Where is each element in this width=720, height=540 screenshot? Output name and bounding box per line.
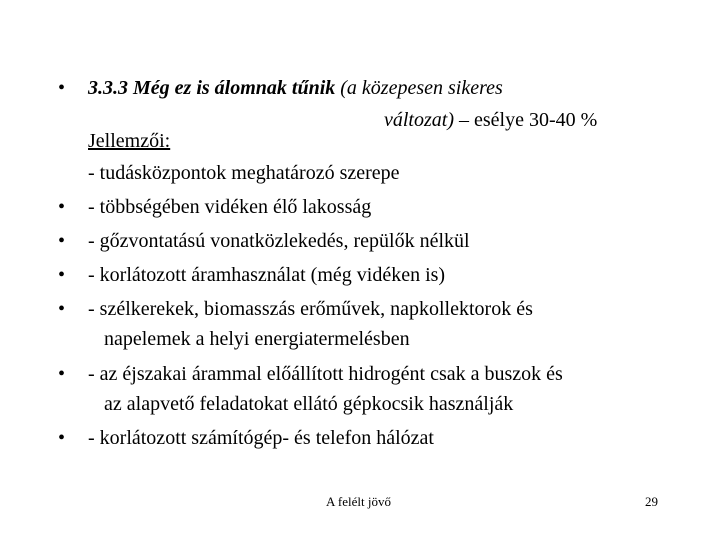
bullet-4: • bbox=[58, 264, 66, 286]
list-item-3: - gőzvontatású vonatközlekedés, repülők nélkül bbox=[88, 230, 470, 252]
list-item-4: - korlátozott áramhasználat (még vidéken is) bbox=[88, 264, 446, 286]
bullet-title: • bbox=[58, 77, 66, 99]
title-rest: – esélye 30-40 % bbox=[459, 109, 598, 131]
bullet-3: • bbox=[58, 230, 66, 252]
title-emphasis: Még ez is álomnak tűnik bbox=[133, 77, 336, 99]
page-number: 29 bbox=[645, 494, 658, 509]
bullet-5: • bbox=[58, 298, 66, 320]
section-heading: Jellemzői: bbox=[88, 130, 171, 152]
list-item-6-continuation: az alapvető feladatokat ellátó gépkocsik használják bbox=[104, 393, 514, 415]
list-item-1: - tudásközpontok meghatározó szerepe bbox=[88, 162, 400, 184]
slide-title-continuation bbox=[384, 103, 597, 137]
bullet-7: • bbox=[58, 427, 66, 449]
title-number: 3.3.3 bbox=[88, 77, 128, 99]
title-paren-end: változat) bbox=[384, 109, 454, 131]
bullet-6: • bbox=[58, 363, 66, 385]
list-item-5-continuation: napelemek a helyi energiatermelésben bbox=[104, 328, 410, 350]
title-paren-start: (a közepesen sikeres bbox=[340, 77, 503, 99]
footer-label: A felélt jövő bbox=[326, 494, 391, 509]
list-item-5: - szélkerekek, biomasszás erőművek, napkollektorok és bbox=[88, 298, 533, 320]
bullet-2: • bbox=[58, 196, 66, 218]
slide-title bbox=[88, 71, 503, 105]
list-item-6: - az éjszakai árammal előállított hidrogént csak a buszok és bbox=[88, 363, 563, 385]
list-item-7: - korlátozott számítógép- és telefon hálózat bbox=[88, 427, 434, 449]
list-item-2: - többségében vidéken élő lakosság bbox=[88, 196, 372, 218]
